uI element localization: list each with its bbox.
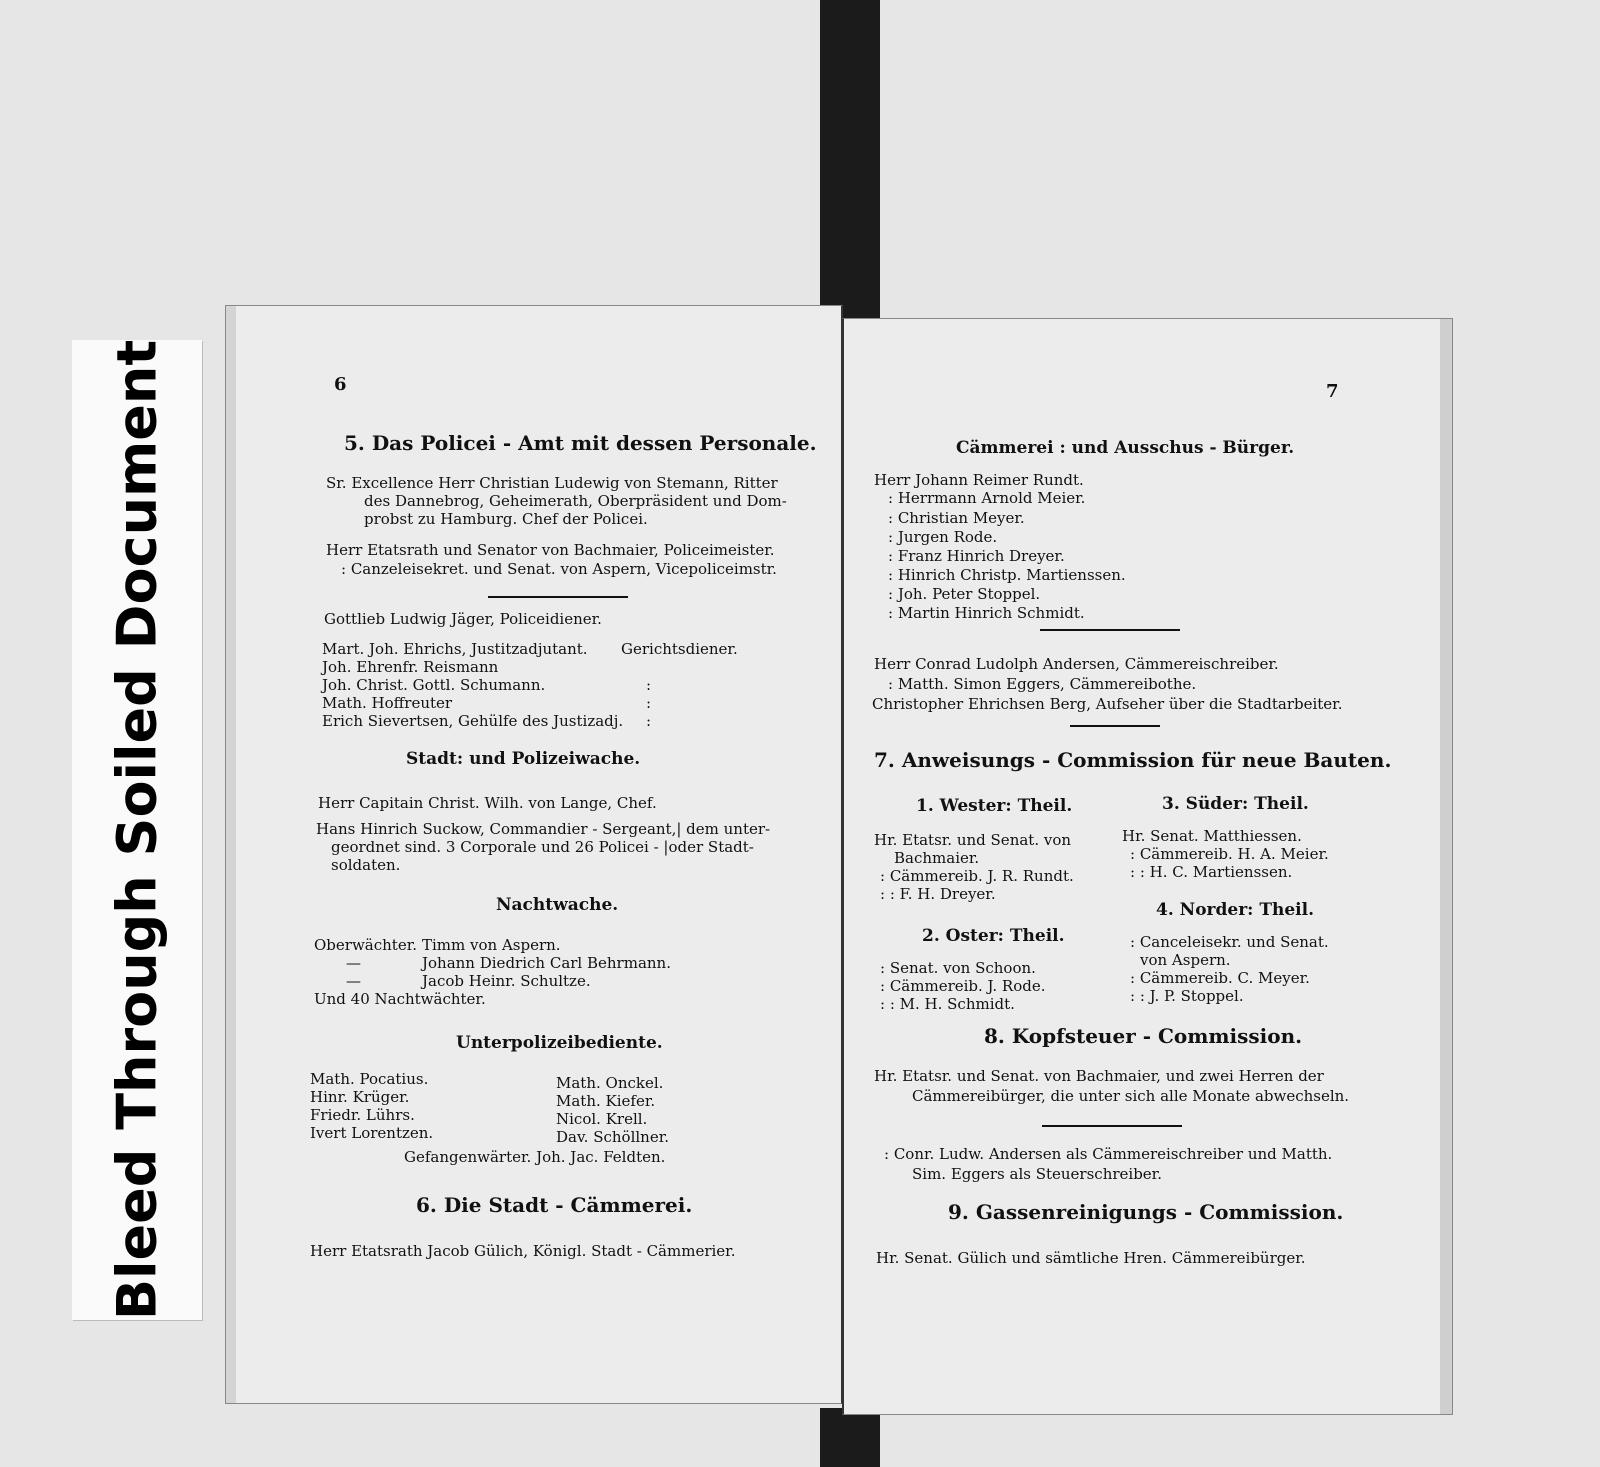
- night-line-right: Jacob Heinr. Schultze.: [422, 972, 591, 990]
- night-line-left: Oberwächter.: [314, 936, 417, 954]
- burg-title: Cämmerei : und Ausschus - Bürger.: [956, 438, 1295, 458]
- watch-p2-line: Hans Hinrich Suckow, Commandier - Sergeant,| dem unter-: [316, 820, 771, 838]
- officer-line: Christopher Ehrichsen Berg, Aufseher über die Stadtarbeiter.: [872, 695, 1343, 713]
- divider: [488, 596, 628, 598]
- nord-line: von Aspern.: [1140, 951, 1231, 969]
- night-line-right: Johann Diedrich Carl Behrmann.: [422, 954, 671, 972]
- binding-strip-top: [820, 0, 880, 325]
- burg-item: : Joh. Peter Stoppel.: [888, 585, 1041, 603]
- section-5-title: 5. Das Policei - Amt mit dessen Personale.: [344, 431, 817, 455]
- burg-item: : Hinrich Christp. Martienssen.: [888, 566, 1126, 584]
- under-last: Gefangenwärter. Joh. Jac. Feldten.: [404, 1148, 666, 1166]
- nord-title: 4. Norder: Theil.: [1156, 900, 1315, 920]
- page-number: 6: [334, 374, 347, 395]
- divider: [1040, 629, 1180, 631]
- list-item: Mart. Joh. Ehrichs, Justitzadjutant.: [322, 640, 588, 658]
- burg-item: : Franz Hinrich Dreyer.: [888, 547, 1065, 565]
- list-item-mark: Gerichtsdiener.: [621, 640, 738, 658]
- under-left: Math. Pocatius.: [310, 1070, 429, 1088]
- watch-p1: Herr Capitain Christ. Wilh. von Lange, Chef.: [318, 794, 657, 812]
- night-last: Und 40 Nachtwächter.: [314, 990, 486, 1008]
- binding-strip-bottom: [820, 1408, 880, 1467]
- sued-title: 3. Süder: Theil.: [1162, 794, 1309, 814]
- sec5-p2-line: : Canzeleisekret. und Senat. von Aspern, Vicepoliceimstr.: [341, 560, 777, 578]
- sued-line: Hr. Senat. Matthiessen.: [1122, 827, 1302, 845]
- ost-title: 2. Oster: Theil.: [922, 926, 1065, 946]
- section-9-title: 9. Gassenreinigungs - Commission.: [948, 1200, 1344, 1224]
- under-right: Math. Onckel.: [556, 1074, 664, 1092]
- watch-p2-line: geordnet sind. 3 Corporale und 26 Policei - |oder Stadt-: [331, 838, 754, 856]
- sec8-p1-line: Cämmereibürger, die unter sich alle Monate abwechseln.: [912, 1087, 1350, 1105]
- west-line: Hr. Etatsr. und Senat. von: [874, 831, 1072, 849]
- ost-line: : : M. H. Schmidt.: [880, 995, 1015, 1013]
- under-right: Nicol. Krell.: [556, 1110, 648, 1128]
- sec8-p2-line: Sim. Eggers als Steuerschreiber.: [912, 1165, 1162, 1183]
- nord-line: : Cämmereib. C. Meyer.: [1130, 969, 1310, 987]
- sec9-p1: Hr. Senat. Gülich und sämtliche Hren. Cämmereibürger.: [876, 1249, 1306, 1267]
- document-label: [72, 340, 202, 1320]
- night-title: Nachtwache.: [496, 895, 619, 915]
- officer-line: Herr Conrad Ludolph Andersen, Cämmereischreiber.: [874, 655, 1279, 673]
- sec5-p1-line: des Dannebrog, Geheimerath, Oberpräsident und Dom-: [364, 492, 787, 510]
- list-item: Joh. Ehrenfr. Reismann: [322, 658, 499, 676]
- page-number: 7: [1326, 381, 1339, 402]
- under-left: Hinr. Krüger.: [310, 1088, 410, 1106]
- nord-line: : : J. P. Stoppel.: [1130, 987, 1244, 1005]
- west-line: : : F. H. Dreyer.: [880, 885, 996, 903]
- burg-item: Herr Johann Reimer Rundt.: [874, 471, 1084, 489]
- section-8-title: 8. Kopfsteuer - Commission.: [984, 1024, 1303, 1048]
- under-left: Friedr. Lührs.: [310, 1106, 415, 1124]
- sued-line: : : H. C. Martienssen.: [1130, 863, 1293, 881]
- sec6-p1: Herr Etatsrath Jacob Gülich, Königl. Stadt - Cämmerier.: [310, 1242, 736, 1260]
- burg-item: : Martin Hinrich Schmidt.: [888, 604, 1085, 622]
- sued-line: : Cämmereib. H. A. Meier.: [1130, 845, 1329, 863]
- west-line: Bachmaier.: [894, 849, 980, 867]
- under-title: Unterpolizeibediente.: [456, 1033, 663, 1053]
- under-right: Dav. Schöllner.: [556, 1128, 669, 1146]
- sec5-p2-line: Herr Etatsrath und Senator von Bachmaier, Policeimeister.: [326, 541, 775, 559]
- night-line-left: —: [346, 954, 361, 972]
- list-item-mark: :: [646, 694, 652, 712]
- ost-line: : Cämmereib. J. Rode.: [880, 977, 1046, 995]
- list-item: Math. Hoffreuter: [322, 694, 453, 712]
- sec5-p1-line: Sr. Excellence Herr Christian Ludewig von Stemann, Ritter: [326, 474, 778, 492]
- list-item-mark: :: [646, 712, 652, 730]
- burg-item: : Jurgen Rode.: [888, 528, 998, 546]
- divider: [1042, 1125, 1182, 1127]
- nord-line: : Canceleisekr. und Senat.: [1130, 933, 1329, 951]
- night-line-right: Timm von Aspern.: [422, 936, 561, 954]
- list-item: Joh. Christ. Gottl. Schumann.: [322, 676, 546, 694]
- sec8-p2-line: : Conr. Ludw. Andersen als Cämmereischreiber und Matth.: [884, 1145, 1333, 1163]
- list-item-mark: :: [646, 676, 652, 694]
- section-7-title: 7. Anweisungs - Commission für neue Bauten.: [874, 748, 1392, 772]
- watch-p2-line: soldaten.: [331, 856, 401, 874]
- divider: [1070, 725, 1160, 727]
- under-right: Math. Kiefer.: [556, 1092, 656, 1110]
- west-line: : Cämmereib. J. R. Rundt.: [880, 867, 1074, 885]
- right-page: [842, 318, 1453, 1415]
- west-title: 1. Wester: Theil.: [916, 796, 1073, 816]
- sec5-p3: Gottlieb Ludwig Jäger, Policeidiener.: [324, 610, 602, 628]
- sec5-p1-line: probst zu Hamburg. Chef der Policei.: [364, 510, 648, 528]
- section-6-title: 6. Die Stadt - Cämmerei.: [416, 1193, 693, 1217]
- under-left: Ivert Lorentzen.: [310, 1124, 434, 1142]
- officer-line: : Matth. Simon Eggers, Cämmereibothe.: [888, 675, 1197, 693]
- night-line-left: —: [346, 972, 361, 990]
- watch-title: Stadt: und Polizeiwache.: [406, 749, 641, 769]
- burg-item: : Herrmann Arnold Meier.: [888, 489, 1086, 507]
- list-item: Erich Sievertsen, Gehülfe des Justizadj.: [322, 712, 624, 730]
- label-text: Bleed Through Soiled Document: [105, 339, 169, 1321]
- left-page: [225, 305, 843, 1404]
- ost-line: : Senat. von Schoon.: [880, 959, 1036, 977]
- burg-item: : Christian Meyer.: [888, 509, 1025, 527]
- sec8-p1-line: Hr. Etatsr. und Senat. von Bachmaier, und zwei Herren der: [874, 1067, 1324, 1085]
